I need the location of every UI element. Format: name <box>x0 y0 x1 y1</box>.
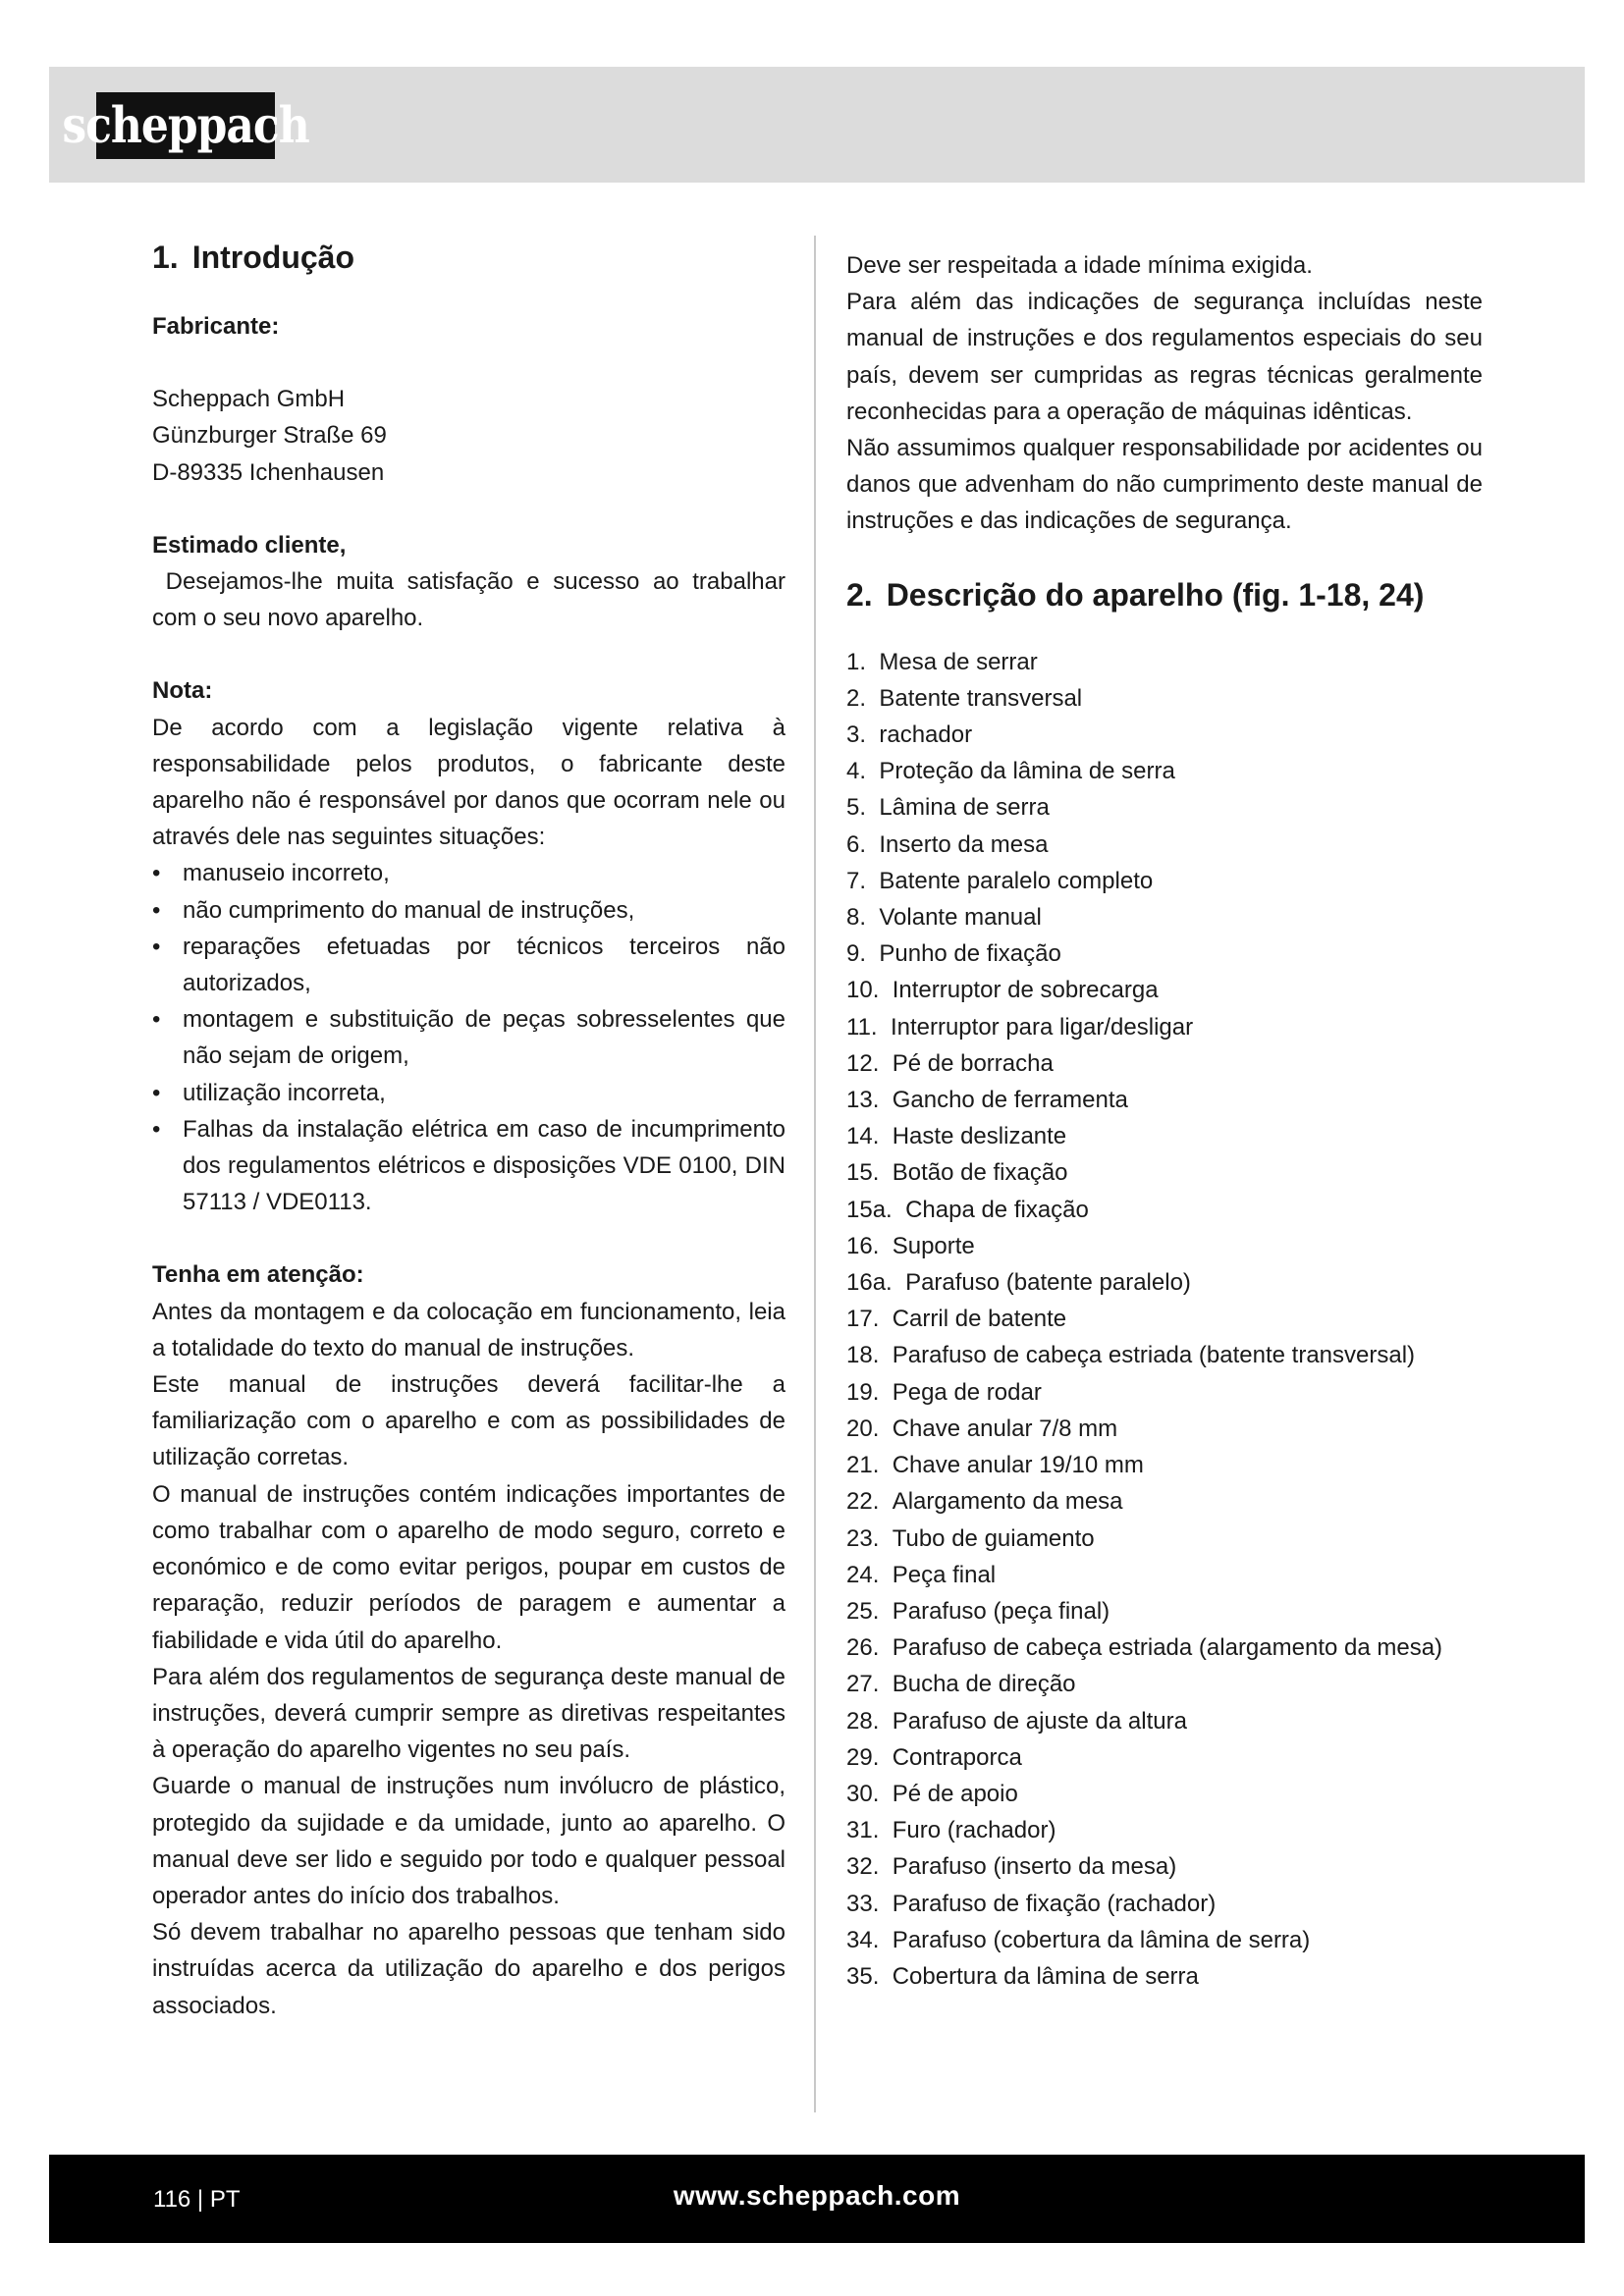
body-paragraph: Não assumimos qualquer responsabilidade por acidentes ou danos que advenham do não cumprimento deste manual de instruções e das indicações de segurança. <box>846 435 1483 535</box>
part-number: 26. <box>846 1634 880 1662</box>
part-label: Tubo de guiamento <box>892 1524 1095 1552</box>
parts-list-item <box>846 1739 1483 1776</box>
part-number: 11. <box>846 1013 878 1041</box>
body-paragraph: Para além das indicações de segurança incluídas neste manual de instruções e dos regulamentos especiais do seu país, devem ser cumpridas as regras técnicas geralmente reconhecidas para a operação de máquinas idênticas. <box>846 289 1483 425</box>
address-line: Scheppach GmbH <box>152 386 346 413</box>
part-label: Parafuso (cobertura da lâmina de serra) <box>892 1926 1311 1953</box>
part-label: Chave anular 19/10 mm <box>892 1452 1144 1479</box>
part-number: 10. <box>846 977 880 1004</box>
parts-list-item <box>846 789 1483 826</box>
part-label: Alargamento da mesa <box>892 1488 1123 1516</box>
parts-list-item <box>846 1082 1483 1118</box>
part-number: 33. <box>846 1890 880 1917</box>
parts-list-item <box>846 935 1483 972</box>
part-label: Carril de batente <box>892 1306 1067 1333</box>
parts-list-item <box>846 680 1483 717</box>
part-number: 28. <box>846 1707 880 1735</box>
part-number: 32. <box>846 1853 880 1881</box>
part-label: Batente paralelo completo <box>879 867 1154 894</box>
part-number: 22. <box>846 1488 880 1516</box>
parts-list-item <box>846 1593 1483 1629</box>
description-heading <box>846 573 1483 616</box>
parts-list-item <box>846 1776 1483 1812</box>
part-number: 24. <box>846 1561 880 1588</box>
part-number: 21. <box>846 1452 880 1479</box>
part-label: Pé de borracha <box>892 1049 1054 1077</box>
part-number: 5. <box>846 794 867 822</box>
part-label: Parafuso (peça final) <box>892 1597 1110 1625</box>
part-label: Lâmina de serra <box>879 794 1050 822</box>
part-label: Parafuso de ajuste da altura <box>892 1707 1187 1735</box>
parts-list-item <box>846 1009 1483 1045</box>
part-number: 8. <box>846 904 867 932</box>
part-label: Parafuso (batente paralelo) <box>905 1269 1191 1297</box>
footer-band <box>49 2155 1585 2243</box>
parts-list-item <box>846 1922 1483 1958</box>
parts-list-item <box>846 1118 1483 1154</box>
intro-heading-text: Introdução <box>191 240 355 275</box>
part-label: Suporte <box>892 1232 975 1259</box>
part-label: Mesa de serrar <box>879 648 1038 675</box>
part-label: Parafuso de fixação (rachador) <box>892 1890 1217 1917</box>
part-label: Pé de apoio <box>892 1780 1018 1807</box>
part-label: Volante manual <box>879 904 1042 932</box>
part-number: 31. <box>846 1817 880 1844</box>
part-number: 1. <box>846 648 867 675</box>
part-label: Batente transversal <box>879 684 1083 712</box>
attention-paragraph: O manual de instruções contém indicações importantes de como trabalhar com o aparelho de modo seguro, correto e económico e de como evitar perigos, poupar em custos de reparação, reduzir períodos de paragem e aumentar a fiabilidade e vida útil do aparelho. <box>152 1480 785 1654</box>
parts-list-item <box>846 644 1483 680</box>
parts-list <box>846 644 1483 1996</box>
parts-list-item <box>846 753 1483 789</box>
note-label: Nota: <box>152 677 213 705</box>
parts-list-item <box>846 717 1483 753</box>
dear-customer: Estimado cliente, <box>152 531 347 559</box>
description-heading-number: 2. <box>846 576 873 613</box>
part-number: 13. <box>846 1087 880 1114</box>
list-item: • não cumprimento do manual de instruções, <box>152 892 785 929</box>
parts-list-item <box>846 899 1483 935</box>
parts-list-item <box>846 1337 1483 1373</box>
part-number: 23. <box>846 1524 880 1552</box>
part-label: Parafuso de cabeça estriada (alargamento da mesa) <box>892 1634 1443 1662</box>
greeting-text: Desejamos-lhe muita satisfação e sucesso ao trabalhar com o seu novo aparelho. <box>152 568 792 632</box>
liability-list <box>152 855 785 1220</box>
list-item: • montagem e substituição de peças sobresselentes que não sejam de origem, <box>152 1001 785 1074</box>
part-number: 4. <box>846 758 867 785</box>
attention-paragraph: Antes da montagem e da colocação em funcionamento, leia a totalidade do texto do manual de instruções. <box>152 1298 785 1362</box>
part-number: 17. <box>846 1306 880 1333</box>
part-label: Haste deslizante <box>892 1123 1067 1150</box>
page-number: 116 | PT <box>153 2186 241 2213</box>
part-number: 3. <box>846 721 867 749</box>
list-item: • utilização incorreta, <box>152 1075 785 1111</box>
attention-paragraph: Guarde o manual de instruções num invólucro de plástico, protegido da sujidade e da umidade, junto ao aparelho. O manual deve ser lido e seguido por todo e qualquer pessoal operador antes do início dos trabalhos. <box>152 1773 785 1909</box>
parts-list-item <box>846 972 1483 1008</box>
address-line: Günzburger Straße 69 <box>152 422 387 450</box>
right-column <box>846 247 1483 1995</box>
part-number: 25. <box>846 1597 880 1625</box>
parts-list-item <box>846 1812 1483 1848</box>
list-item: • reparações efetuadas por técnicos terceiros não autorizados, <box>152 929 785 1001</box>
part-number: 12. <box>846 1049 880 1077</box>
part-number: 19. <box>846 1378 880 1406</box>
parts-list-item <box>846 1703 1483 1739</box>
part-number: 29. <box>846 1743 880 1771</box>
part-label: Parafuso (inserto da mesa) <box>892 1853 1177 1881</box>
attention-paragraph: Este manual de instruções deverá facilitar-lhe a familiarização com o aparelho e com as possibilidades de utilização corretas. <box>152 1371 785 1471</box>
list-item: • Falhas da instalação elétrica em caso de incumprimento dos regulamentos elétricos e disposições VDE 0100, DIN 57113 / VDE0113. <box>152 1111 785 1221</box>
attention-label: Tenha em atenção: <box>152 1261 364 1289</box>
part-label: Bucha de direção <box>892 1671 1076 1698</box>
parts-list-item <box>846 1557 1483 1593</box>
intro-heading <box>152 236 785 279</box>
part-label: Cobertura da lâmina de serra <box>892 1962 1199 1990</box>
part-number: 15a. <box>846 1196 893 1223</box>
part-label: Chave anular 7/8 mm <box>892 1415 1118 1442</box>
brand-logo-text: scheppach <box>62 96 309 155</box>
part-number: 34. <box>846 1926 880 1953</box>
part-number: 9. <box>846 940 867 968</box>
address-line: D-89335 Ichenhausen <box>152 458 385 486</box>
parts-list-item <box>846 863 1483 899</box>
parts-list-item <box>846 1447 1483 1483</box>
parts-list-item <box>846 1629 1483 1666</box>
parts-list-item <box>846 1483 1483 1520</box>
part-label: Proteção da lâmina de serra <box>879 758 1175 785</box>
list-item: • manuseio incorreto, <box>152 855 785 891</box>
note-text: De acordo com a legislação vigente relativa à responsabilidade pelos produtos, o fabricante deste aparelho não é responsável por danos que ocorram nele ou através dele nas seguintes situações: <box>152 714 785 851</box>
parts-list-item <box>846 827 1483 863</box>
part-number: 14. <box>846 1123 880 1150</box>
parts-list-item <box>846 1264 1483 1301</box>
part-label: Interruptor de sobrecarga <box>892 977 1159 1004</box>
parts-list-item <box>846 1666 1483 1702</box>
parts-list-item <box>846 1886 1483 1922</box>
parts-list-item <box>846 1154 1483 1191</box>
part-number: 16. <box>846 1232 880 1259</box>
description-heading-text: Descrição do aparelho (fig. 1-18, 24) <box>886 576 1425 613</box>
website-url: www.scheppach.com <box>673 2180 961 2211</box>
manufacturer-label: Fabricante: <box>152 313 280 340</box>
parts-list-item <box>846 1192 1483 1228</box>
attention-paragraph: Para além dos regulamentos de segurança deste manual de instruções, deverá cumprir sempre as diretivas respeitantes à operação do aparelho vigentes no seu país. <box>152 1663 785 1764</box>
part-label: rachador <box>879 721 973 749</box>
parts-list-item <box>846 1411 1483 1447</box>
part-number: 6. <box>846 830 867 858</box>
parts-list-item <box>846 1228 1483 1264</box>
part-number: 35. <box>846 1962 880 1990</box>
parts-list-item <box>846 1301 1483 1337</box>
column-divider <box>814 236 816 2112</box>
part-number: 15. <box>846 1159 880 1187</box>
part-label: Peça final <box>892 1561 997 1588</box>
part-number: 2. <box>846 684 867 712</box>
part-label: Chapa de fixação <box>905 1196 1089 1223</box>
part-label: Pega de rodar <box>892 1378 1042 1406</box>
part-number: 7. <box>846 867 867 894</box>
part-label: Contraporca <box>892 1743 1022 1771</box>
parts-list-item <box>846 1521 1483 1557</box>
part-number: 30. <box>846 1780 880 1807</box>
body-paragraph: Deve ser respeitada a idade mínima exigida. <box>846 252 1313 279</box>
part-number: 18. <box>846 1342 880 1369</box>
parts-list-item <box>846 1848 1483 1885</box>
part-label: Botão de fixação <box>892 1159 1068 1187</box>
part-label: Parafuso de cabeça estriada (batente transversal) <box>892 1342 1416 1369</box>
part-label: Furo (rachador) <box>892 1817 1056 1844</box>
part-label: Gancho de ferramenta <box>892 1087 1128 1114</box>
attention-paragraph: Só devem trabalhar no aparelho pessoas que tenham sido instruídas acerca da utilização do aparelho e dos perigos associados. <box>152 1919 785 2019</box>
parts-list-item <box>846 1045 1483 1082</box>
brand-logo <box>62 92 309 159</box>
parts-list-item <box>846 1374 1483 1411</box>
left-column <box>152 236 792 2024</box>
part-number: 16a. <box>846 1269 893 1297</box>
part-number: 20. <box>846 1415 880 1442</box>
part-label: Punho de fixação <box>879 940 1061 968</box>
part-label: Interruptor para ligar/desligar <box>890 1013 1194 1041</box>
part-number: 27. <box>846 1671 880 1698</box>
parts-list-item <box>846 1958 1483 1995</box>
part-label: Inserto da mesa <box>879 830 1049 858</box>
intro-heading-number: 1. <box>152 240 179 275</box>
